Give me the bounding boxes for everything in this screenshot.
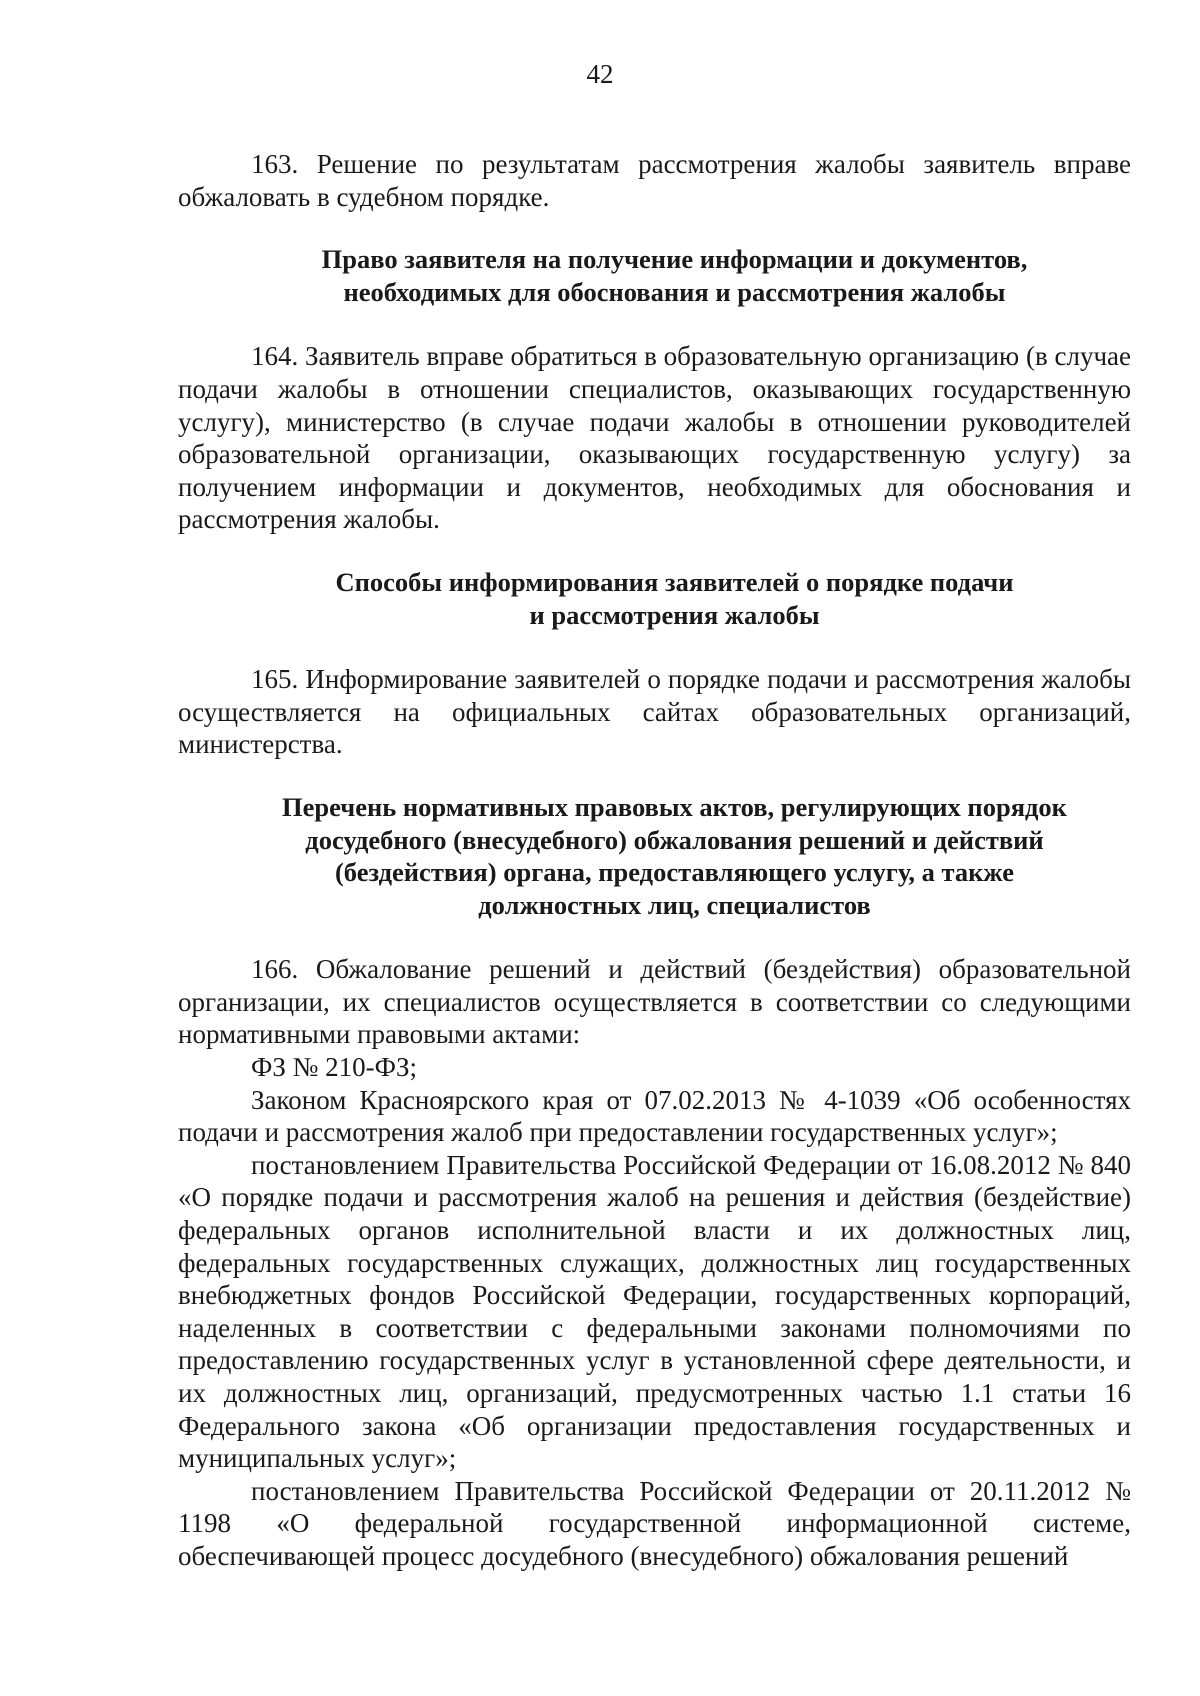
heading-line: и рассмотрения жалобы	[529, 599, 820, 630]
page-number: 42	[586, 59, 614, 89]
heading-line: (бездействия) органа, предоставляющего услугу, а также	[334, 857, 1015, 888]
heading-informing-methods	[178, 566, 1131, 631]
document-body	[178, 148, 1131, 1573]
heading-line: должностных лиц, специалистов	[478, 889, 871, 920]
heading-line: Право заявителя на получение информации и документов,	[321, 244, 1028, 275]
paragraph-166: 166. Обжалование решений и действий (бездействия) образовательной организации, их специалистов осуществляется в соответствии со следующими нормативными правовыми актами:	[178, 954, 1131, 1050]
paragraph-164: 164. Заявитель вправе обратиться в образовательную организацию (в случае подачи жалобы в отношении специалистов, оказывающих государственную услугу), министерство (в случае подачи жалобы в отношении руководителей образовательной организации, оказывающих государственную услугу) за получением информации и документов, необходимых для обоснования и рассмотрения жалобы.	[178, 341, 1131, 535]
heading-legal-acts-list	[178, 791, 1131, 921]
legal-act-item: Законом Красноярского края от 07.02.2013 № 4-1039 «Об особенностях подачи и рассмотрения жалоб при предоставлении государственных услуг»;	[178, 1084, 1131, 1148]
heading-line: Способы информирования заявителей о порядке подачи	[335, 566, 1014, 597]
paragraph-165: 165. Информирование заявителей о порядке подачи и рассмотрения жалобы осуществляется на официальных сайтах образовательных организаций, министерства.	[178, 664, 1131, 760]
paragraph-163: 163. Решение по результатам рассмотрения жалобы заявитель вправе обжаловать в судебном порядке.	[178, 149, 1131, 212]
heading-line: досудебного (внесудебного) обжалования решений и действий	[305, 824, 1044, 855]
legal-act-item: постановлением Правительства Российской Федерации от 20.11.2012 № 1198 «О федеральной государственной информационной системе, обеспечивающей процесс досудебного (внесудебного) обжалования решений	[178, 1475, 1131, 1571]
heading-line: Перечень нормативных правовых актов, регулирующих порядок	[282, 791, 1067, 822]
heading-right-to-information	[178, 243, 1131, 308]
legal-act-item: ФЗ № 210-ФЗ;	[251, 1052, 417, 1083]
heading-line: необходимых для обоснования и рассмотрения жалобы	[343, 276, 1006, 307]
legal-act-item: постановлением Правительства Российской Федерации от 16.08.2012 № 840 «О порядке подачи и рассмотрения жалоб на решения и действия (бездействие) федеральных органов исполнительной власти и их должностных лиц, федеральных государственных служащих, должностных лиц государственных внебюджетных фондов Российской Федерации, государственных корпораций, наделенных в соответствии с федеральными законами полномочиями по предоставлению государственных услуг в установленной сфере деятельности, и их должностных лиц, организаций, предусмотренных частью 1.1 статьи 16 Федерального закона «Об организации предоставления государственных и муниципальных услуг»;	[178, 1149, 1131, 1474]
